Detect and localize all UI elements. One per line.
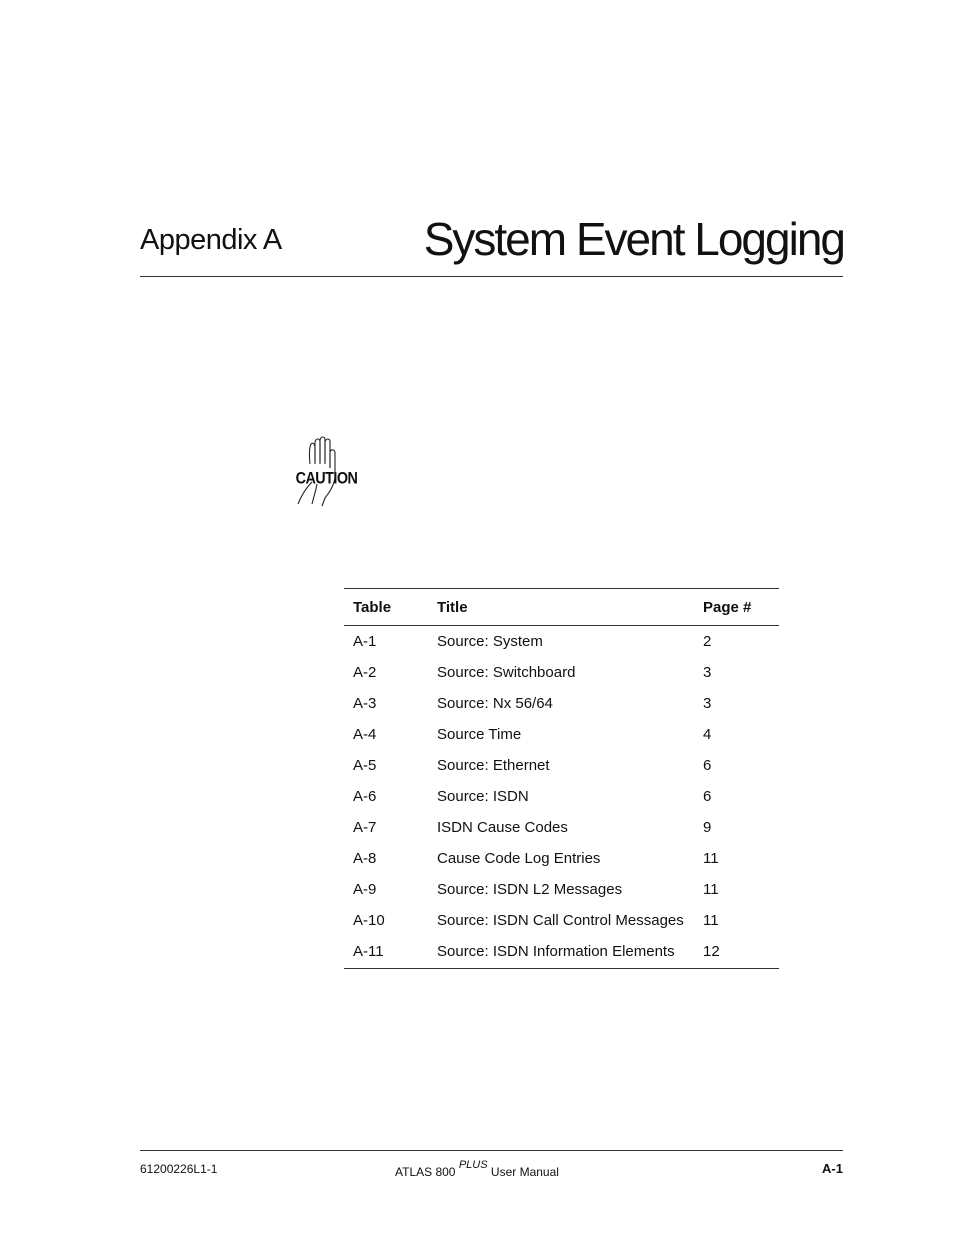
table-row <box>344 781 779 812</box>
table-bottom-rule <box>344 968 779 969</box>
cell-title: Source: ISDN Call Control Messages <box>437 912 684 929</box>
cell-title: ISDN Cause Codes <box>437 819 568 836</box>
cell-title: Source: Ethernet <box>437 757 550 774</box>
cell-table: A-10 <box>353 912 385 929</box>
events-table <box>344 588 779 969</box>
page-title: System Event Logging <box>423 213 844 265</box>
cell-title: Cause Code Log Entries <box>437 850 601 867</box>
cell-table: A-4 <box>353 726 377 743</box>
cell-page: 6 <box>703 757 712 774</box>
cell-page: 3 <box>703 664 712 681</box>
table-row <box>344 936 779 967</box>
cell-page: 9 <box>703 819 712 836</box>
footer-divider <box>140 1150 843 1151</box>
table-row <box>344 905 779 936</box>
table-row <box>344 750 779 781</box>
cell-table: A-9 <box>353 881 377 898</box>
cell-table: A-1 <box>353 633 377 650</box>
table-body <box>344 626 779 967</box>
cell-page: 11 <box>703 850 719 867</box>
header-table: Table <box>353 598 392 616</box>
cell-table: A-3 <box>353 695 377 712</box>
cell-title: Source: Switchboard <box>437 664 576 681</box>
header-page: Page # <box>703 598 752 616</box>
cell-page: 4 <box>703 726 712 743</box>
cell-table: A-6 <box>353 788 377 805</box>
table-row <box>344 843 779 874</box>
cell-page: 2 <box>703 633 712 650</box>
table-header <box>344 589 779 626</box>
cell-title: Source Time <box>437 726 522 743</box>
header-title: Title <box>437 598 468 616</box>
cell-table: A-2 <box>353 664 377 681</box>
appendix-label: Appendix A <box>140 224 282 256</box>
cell-table: A-5 <box>353 757 377 774</box>
manual-prefix: ATLAS 800 <box>395 1165 456 1179</box>
table-row <box>344 688 779 719</box>
table-row <box>344 657 779 688</box>
doc-number: 61200226L1-1 <box>140 1162 218 1176</box>
footer <box>140 1158 843 1182</box>
manual-suffix: User Manual <box>490 1165 559 1179</box>
cell-page: 12 <box>703 943 720 960</box>
cell-title: Source: System <box>437 633 543 650</box>
manual-title <box>395 1159 559 1179</box>
cell-title: Source: ISDN L2 Messages <box>437 881 623 898</box>
page-number: A-1 <box>822 1161 843 1176</box>
cell-table: A-8 <box>353 850 377 867</box>
title-divider <box>140 276 843 277</box>
cell-page: 11 <box>703 881 719 898</box>
table-row <box>344 626 779 657</box>
table-row <box>344 812 779 843</box>
manual-sup: PLUS <box>458 1159 488 1171</box>
cell-page: 6 <box>703 788 712 805</box>
cell-table: A-11 <box>353 943 384 960</box>
cell-table: A-7 <box>353 819 377 836</box>
cell-page: 3 <box>703 695 712 712</box>
table-row <box>344 874 779 905</box>
caution-label: CAUTION <box>295 469 358 488</box>
cell-title: Source: Nx 56/64 <box>437 695 553 712</box>
cell-page: 11 <box>703 912 719 929</box>
cell-title: Source: ISDN Information Elements <box>437 943 675 960</box>
caution-icon <box>292 434 364 510</box>
cell-title: Source: ISDN <box>437 788 529 805</box>
table-row <box>344 719 779 750</box>
